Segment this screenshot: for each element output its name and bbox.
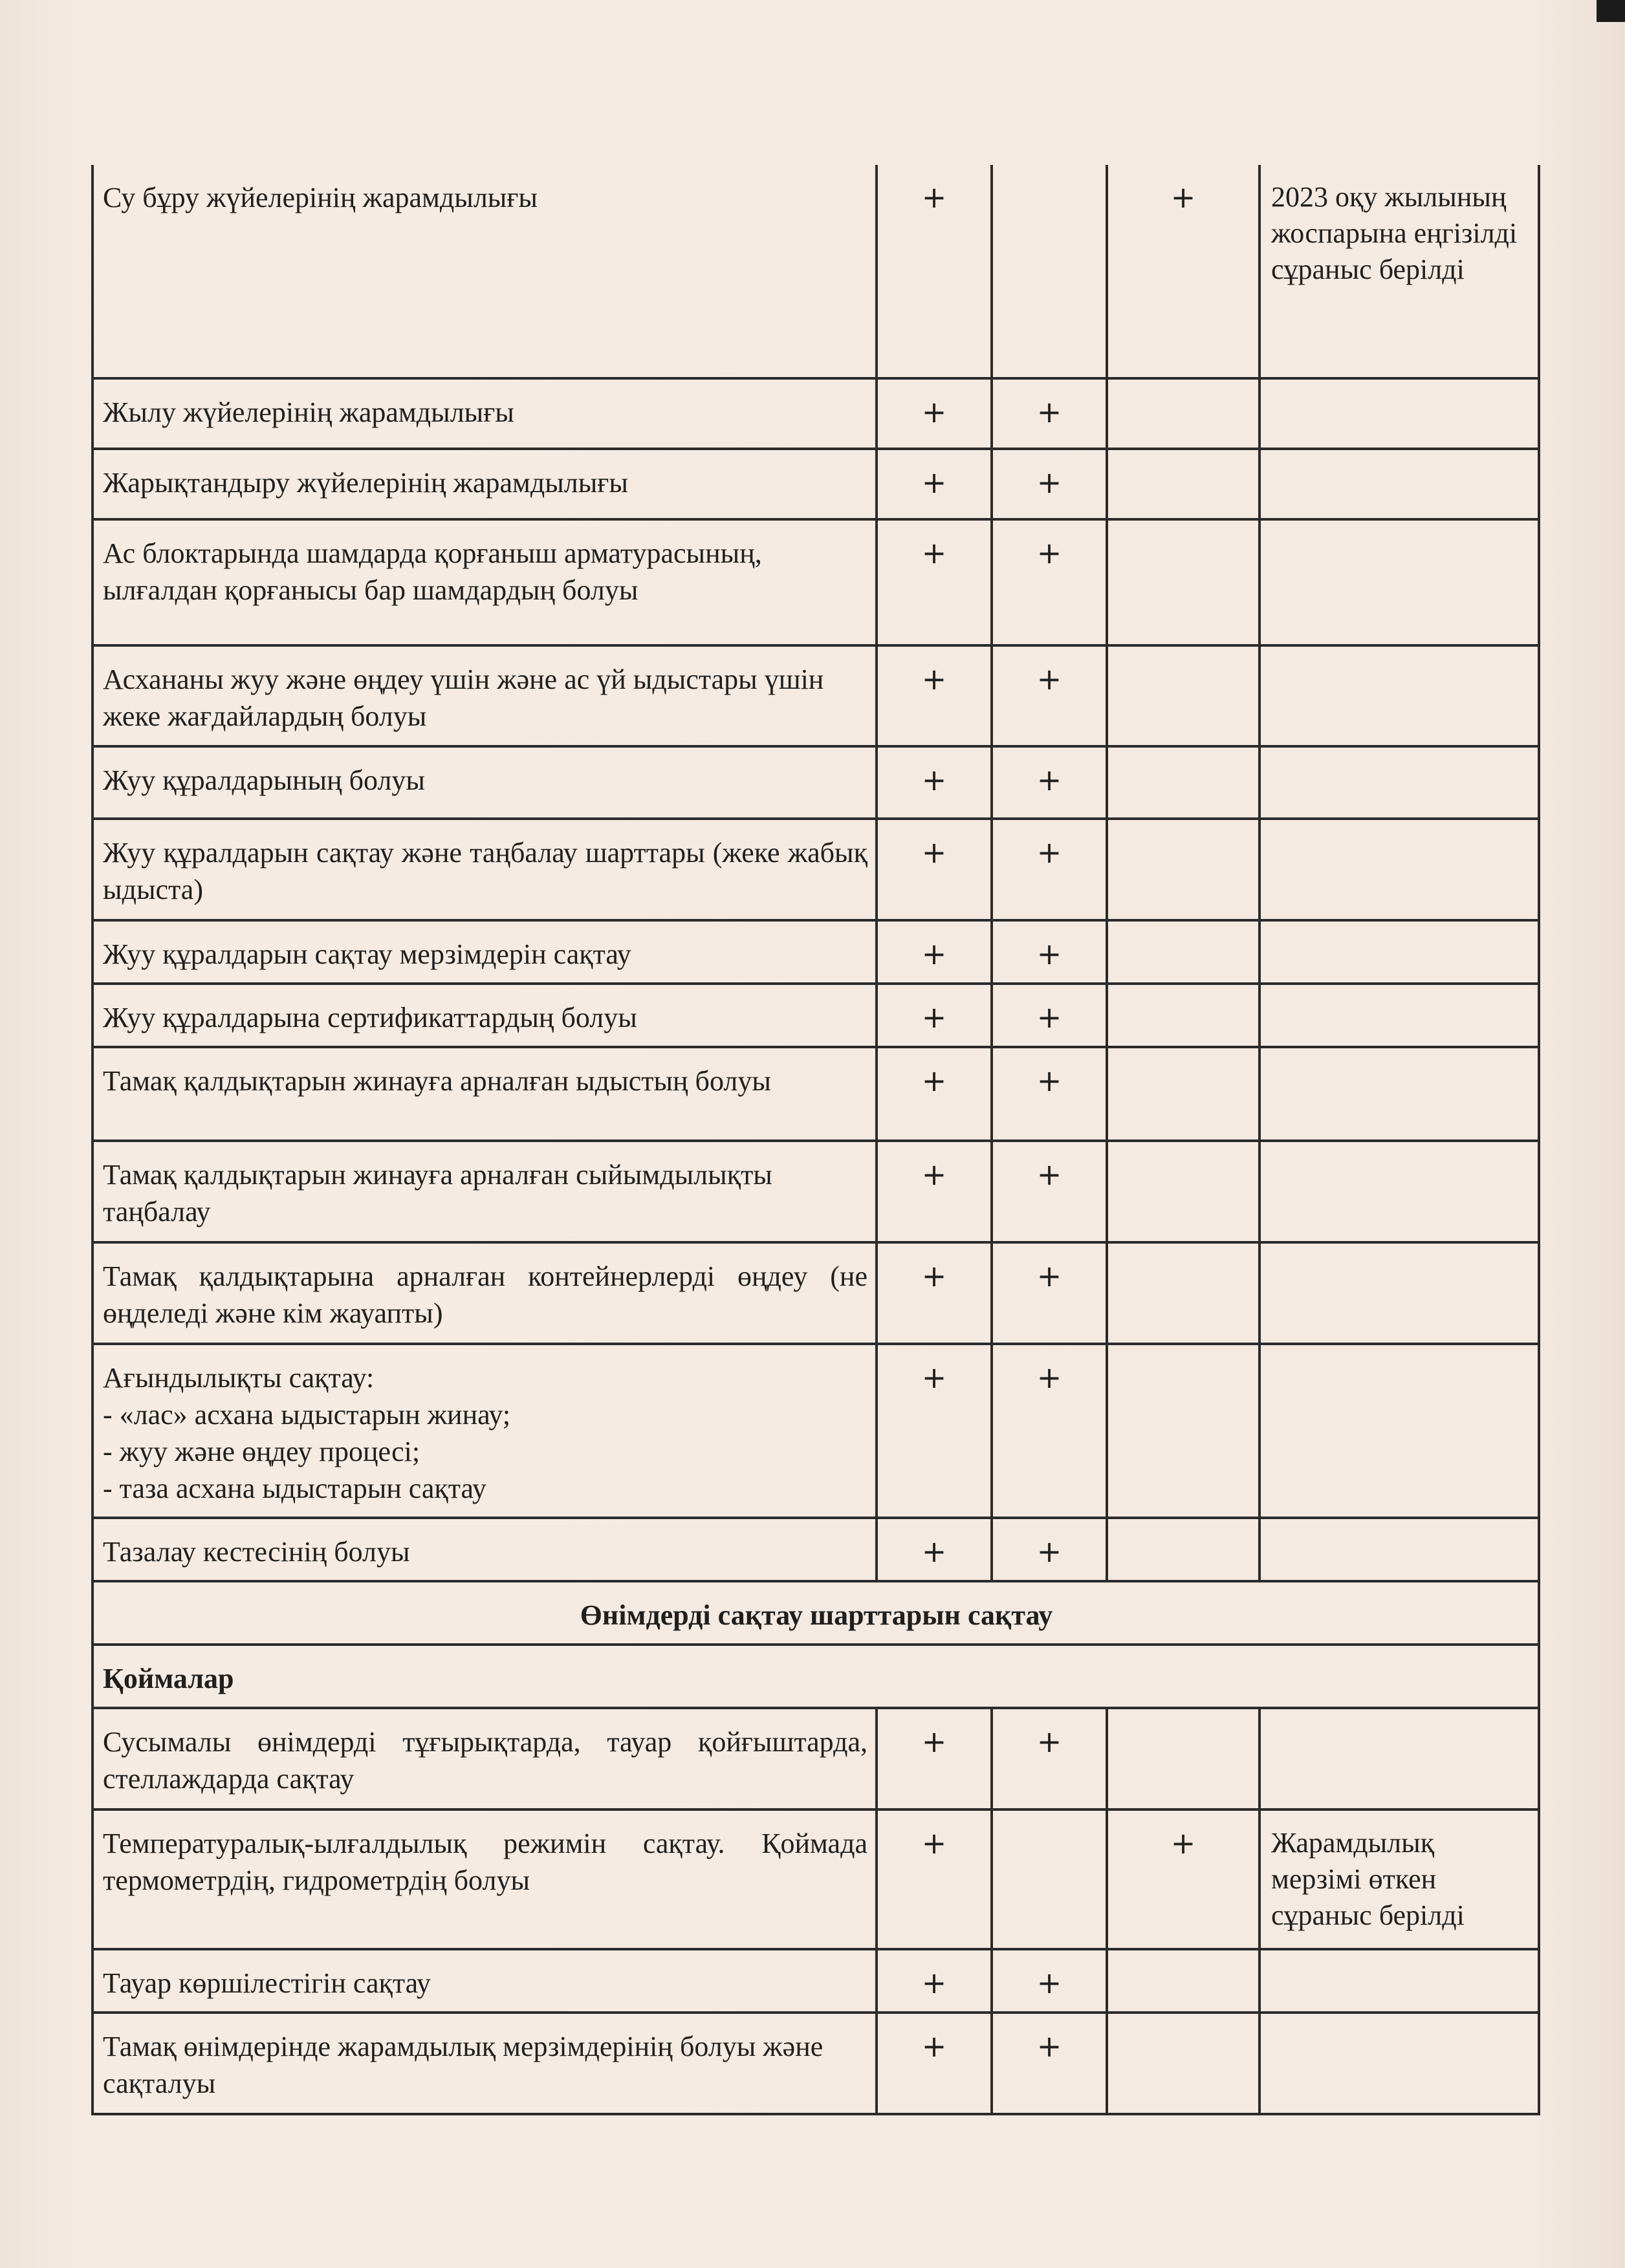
- mark-cell-b: +: [992, 1047, 1107, 1141]
- table-row: [93, 519, 1539, 645]
- mark-cell-c: [1107, 449, 1260, 519]
- table-row: [93, 1344, 1539, 1518]
- note-cell: [1260, 746, 1539, 819]
- inspection-table-body: [93, 165, 1539, 2114]
- criterion-cell: Асхананы жуу және өңдеу үшін және ас үй ыдыстары үшін жеке жағдайлардың болуы: [93, 645, 877, 746]
- criterion-cell: Тамақ қалдықтарын жинауға арналған ыдыстың болуы: [93, 1047, 877, 1141]
- subsection-heading: Қоймалар: [93, 1645, 1539, 1708]
- note-cell: [1260, 1141, 1539, 1242]
- criterion-cell: Жуу құралдарының болуы: [93, 746, 877, 819]
- note-cell: Жарамдылық мерзімі өткен сұраныс берілді: [1260, 1809, 1539, 1949]
- note-cell: 2023 оқу жылының жоспарына еңгізілді сұраныс берілді: [1260, 165, 1539, 378]
- mark-cell-b: +: [992, 1518, 1107, 1581]
- table-row: [93, 645, 1539, 746]
- mark-cell-c: [1107, 1242, 1260, 1344]
- table-row: [93, 1708, 1539, 1809]
- note-cell: [1260, 1518, 1539, 1581]
- criterion-cell: Жуу құралдарына сертификаттардың болуы: [93, 984, 877, 1047]
- criterion-cell: Ағындылықты сақтау: - «лас» асхана ыдыстарын жинау; - жуу және өңдеу процесі; - таза асхана ыдыстарын сақтау: [93, 1344, 877, 1518]
- mark-cell-c: +: [1107, 165, 1260, 378]
- table-row: [93, 378, 1539, 449]
- mark-cell-c: [1107, 378, 1260, 449]
- mark-cell-b: +: [992, 1242, 1107, 1344]
- table-row: [93, 1141, 1539, 1242]
- mark-cell-a: +: [877, 920, 992, 984]
- criterion-cell: Тауар көршілестігін сақтау: [93, 1949, 877, 2013]
- mark-cell-b: +: [992, 378, 1107, 449]
- note-cell: [1260, 449, 1539, 519]
- mark-cell-b: +: [992, 2013, 1107, 2114]
- criterion-cell: Ас блоктарында шамдарда қорғаныш арматурасының, ылғалдан қорғанысы бар шамдардың болуы: [93, 519, 877, 645]
- note-cell: [1260, 1708, 1539, 1809]
- table-row: [93, 165, 1539, 378]
- table-row: [93, 1809, 1539, 1949]
- mark-cell-a: +: [877, 1809, 992, 1949]
- criterion-cell: Жарықтандыру жүйелерінің жарамдылығы: [93, 449, 877, 519]
- mark-cell-a: +: [877, 1949, 992, 2013]
- mark-cell-c: [1107, 645, 1260, 746]
- note-cell: [1260, 819, 1539, 920]
- mark-cell-c: +: [1107, 1809, 1260, 1949]
- mark-cell-b: +: [992, 449, 1107, 519]
- criterion-cell: Сусымалы өнімдерді тұғырықтарда, тауар қойғыштарда, стеллаждарда сақтау: [93, 1708, 877, 1809]
- mark-cell-b: +: [992, 984, 1107, 1047]
- criterion-cell: Жуу құралдарын сақтау мерзімдерін сақтау: [93, 920, 877, 984]
- table-row: [93, 746, 1539, 819]
- note-cell: [1260, 1242, 1539, 1344]
- mark-cell-b: +: [992, 1141, 1107, 1242]
- mark-cell-b: +: [992, 1708, 1107, 1809]
- mark-cell-b: +: [992, 1344, 1107, 1518]
- mark-cell-c: [1107, 1047, 1260, 1141]
- mark-cell-c: [1107, 920, 1260, 984]
- note-cell: [1260, 920, 1539, 984]
- mark-cell-a: +: [877, 1518, 992, 1581]
- mark-cell-b: +: [992, 519, 1107, 645]
- table-row: [93, 1047, 1539, 1141]
- note-cell: [1260, 519, 1539, 645]
- mark-cell-c: [1107, 519, 1260, 645]
- mark-cell-b: [992, 165, 1107, 378]
- table-row: [93, 2013, 1539, 2114]
- note-cell: [1260, 1344, 1539, 1518]
- section-row: [93, 1581, 1539, 1645]
- note-cell: [1260, 1949, 1539, 2013]
- mark-cell-a: +: [877, 984, 992, 1047]
- mark-cell-c: [1107, 1344, 1260, 1518]
- mark-cell-b: +: [992, 645, 1107, 746]
- mark-cell-a: +: [877, 165, 992, 378]
- mark-cell-a: +: [877, 1242, 992, 1344]
- criterion-cell: Температуралық-ылғалдылық режимін сақтау. Қоймада термометрдің, гидрометрдің болуы: [93, 1809, 877, 1949]
- mark-cell-a: +: [877, 1047, 992, 1141]
- note-cell: [1260, 645, 1539, 746]
- mark-cell-a: +: [877, 819, 992, 920]
- mark-cell-a: +: [877, 746, 992, 819]
- section-heading: Өнімдерді сақтау шарттарын сақтау: [93, 1581, 1539, 1645]
- mark-cell-c: [1107, 1708, 1260, 1809]
- mark-cell-a: +: [877, 519, 992, 645]
- table-row: [93, 819, 1539, 920]
- mark-cell-c: [1107, 1518, 1260, 1581]
- criterion-cell: Тамақ қалдықтарын жинауға арналған сыйымдылықты таңбалау: [93, 1141, 877, 1242]
- criterion-cell: Су бұру жүйелерінің жарамдылығы: [93, 165, 877, 378]
- inspection-table-container: [91, 165, 1538, 2115]
- mark-cell-a: +: [877, 1344, 992, 1518]
- criterion-cell: Тазалау кестесінің болуы: [93, 1518, 877, 1581]
- mark-cell-c: [1107, 746, 1260, 819]
- mark-cell-a: +: [877, 449, 992, 519]
- table-row: [93, 449, 1539, 519]
- mark-cell-c: [1107, 819, 1260, 920]
- mark-cell-a: +: [877, 645, 992, 746]
- table-row: [93, 1949, 1539, 2013]
- mark-cell-a: +: [877, 2013, 992, 2114]
- criterion-cell: Жуу құралдарын сақтау және таңбалау шарттары (жеке жабық ыдыста): [93, 819, 877, 920]
- criterion-cell: Тамақ өнімдерінде жарамдылық мерзімдерінің болуы және сақталуы: [93, 2013, 877, 2114]
- note-cell: [1260, 1047, 1539, 1141]
- mark-cell-b: +: [992, 1949, 1107, 2013]
- table-row: [93, 984, 1539, 1047]
- mark-cell-c: [1107, 984, 1260, 1047]
- criterion-cell: Жылу жүйелерінің жарамдылығы: [93, 378, 877, 449]
- inspection-table: [91, 165, 1540, 2115]
- mark-cell-c: [1107, 1949, 1260, 2013]
- mark-cell-a: +: [877, 1708, 992, 1809]
- mark-cell-a: +: [877, 1141, 992, 1242]
- mark-cell-b: +: [992, 746, 1107, 819]
- note-cell: [1260, 984, 1539, 1047]
- mark-cell-b: [992, 1809, 1107, 1949]
- note-cell: [1260, 2013, 1539, 2114]
- mark-cell-c: [1107, 2013, 1260, 2114]
- mark-cell-c: [1107, 1141, 1260, 1242]
- mark-cell-a: +: [877, 378, 992, 449]
- note-cell: [1260, 378, 1539, 449]
- table-row: [93, 1518, 1539, 1581]
- mark-cell-b: +: [992, 819, 1107, 920]
- table-row: [93, 920, 1539, 984]
- mark-cell-b: +: [992, 920, 1107, 984]
- table-row: [93, 1242, 1539, 1344]
- scan-corner-mark: [1597, 0, 1625, 22]
- criterion-cell: Тамақ қалдықтарына арналған контейнерлерді өңдеу (не өңделеді және кім жауапты): [93, 1242, 877, 1344]
- subsection-row: [93, 1645, 1539, 1708]
